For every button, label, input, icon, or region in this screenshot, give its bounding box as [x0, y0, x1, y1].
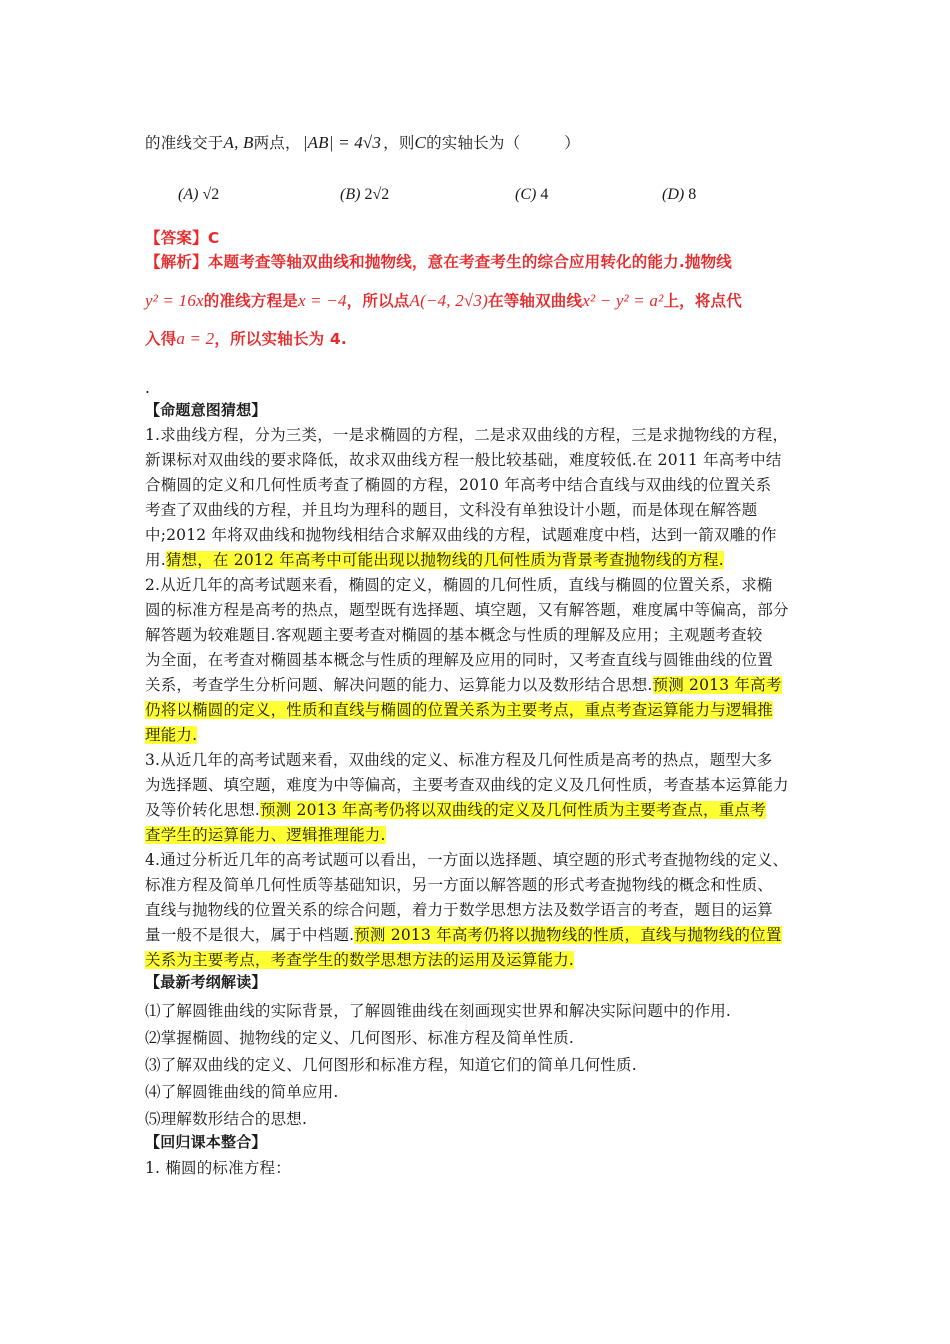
paragraph-line — [145, 723, 825, 748]
question-text: ，则 — [383, 134, 415, 152]
highlighted-prediction: 预测 2013 年高考 — [652, 676, 782, 694]
analysis-line-2: y² = 16x的准线方程是x = −4，所以点A(−4, 2√3)在等轴双曲线x² − y² = a²上，将点代 — [145, 291, 742, 310]
question-stem — [145, 130, 825, 156]
analysis-line-3: 入得a = 2，所以实轴长为 4. — [145, 329, 347, 348]
option-d: (D) 8 — [662, 186, 697, 203]
paragraph-line — [145, 823, 825, 848]
paragraph-line: 中;2012 年将双曲线和抛物线相结合求解双曲线的方程，试题难度中档，达到一箭双雕的作 — [145, 526, 777, 544]
analysis-line-1: 【解析】本题考查等轴双曲线和抛物线，意在考查考生的综合应用转化的能力.抛物线 — [145, 253, 733, 271]
list-item: ⑷了解圆锥曲线的简单应用. — [145, 1083, 339, 1101]
answer-line — [145, 226, 825, 251]
highlighted-prediction: 猜想，在 2012 年高考中可能出现以抛物线的几何性质为背景考查抛物线的方程. — [165, 551, 724, 569]
paragraph-line: 用.猜想，在 2012 年高考中可能出现以抛物线的几何性质为背景考查抛物线的方程. — [145, 551, 724, 569]
paragraph-line: 为全面，在考查对椭圆基本概念与性质的理解及应用的同时，又考查直线与圆锥曲线的位置 — [145, 651, 774, 669]
answer-value: C — [207, 229, 220, 247]
paragraph-line — [145, 698, 825, 723]
option-a: (A) √2 — [178, 186, 220, 203]
highlighted-prediction: 理能力. — [145, 726, 198, 744]
highlighted-prediction: 仍将以椭圆的定义，性质和直线与椭圆的位置关系为主要考点，重点考查运算能力与逻辑推 — [145, 701, 774, 719]
paragraph-line: 2.从近几年的高考试题来看，椭圆的定义，椭圆的几何性质，直线与椭圆的位置关系，求椭 — [145, 576, 773, 594]
question-text: 的实轴长为（ — [426, 134, 521, 152]
paragraph-line: 新课标对双曲线的要求降低，故求双曲线方程一般比较基础，难度较低.在 2011 年高考中结 — [145, 451, 782, 469]
highlighted-prediction: 预测 2013 年高考仍将以抛物线的性质，直线与抛物线的位置 — [354, 926, 782, 944]
highlighted-prediction: 关系为主要考点，考查学生的数学思想方法的运用及运算能力. — [145, 951, 575, 969]
abs-ab-expression: |AB| = 4√3 — [302, 133, 382, 152]
list-item: ⑵掌握椭圆、抛物线的定义、几何图形、标准方程及简单性质. — [145, 1029, 575, 1047]
paragraph-line: 量一般不是很大，属于中档题.预测 2013 年高考仍将以抛物线的性质，直线与抛物线的位置 — [145, 926, 782, 944]
analysis-tag: 【解析】 — [145, 253, 208, 271]
section-title-intent: 【命题意图猜想】 — [145, 401, 267, 419]
paragraph-line: 4.通过分析近几年的高考试题可以看出，一方面以选择题、填空题的形式考查抛物线的定义、 — [145, 851, 789, 869]
paragraph-line: 考查了双曲线的方程，并且均为理科的题目，文科没有单独设计小题，而是体现在解答题 — [145, 501, 758, 519]
question-text: 两点， — [253, 134, 301, 152]
paragraph-line: 及等价转化思想.预测 2013 年高考仍将以双曲线的定义及几何性质为主要考查点，重点考 — [145, 801, 766, 819]
points-ab: A, B — [223, 133, 254, 152]
list-item: 1. 椭圆的标准方程： — [145, 1159, 291, 1177]
answer-tag: 【答案】 — [145, 229, 208, 247]
list-item: ⑶了解双曲线的定义、几何图形和标准方程，知道它们的简单几何性质. — [145, 1056, 637, 1074]
paragraph-line: 圆的标准方程是高考的热点，题型既有选择题、填空题，又有解答题，难度属中等偏高，部分 — [145, 601, 789, 619]
paragraph-line: 直线与抛物线的位置关系的综合问题，着力于数学思想方法及数学语言的考查，题目的运算 — [145, 901, 774, 919]
curve-c: C — [414, 133, 427, 152]
option-b: (B) 2√2 — [340, 186, 390, 203]
paragraph-line: 标准方程及简单几何性质等基础知识，另一方面以解答题的形式考查抛物线的概念和性质、 — [145, 876, 774, 894]
paragraph-line: 合椭圆的定义和几何性质考查了椭圆的方程，2010 年高考中结合直线与双曲线的位置关系 — [145, 476, 772, 494]
section-title-syllabus: 【最新考纲解读】 — [145, 973, 267, 991]
paragraph-line: 3.从近几年的高考试题来看，双曲线的定义、标准方程及几何性质是高考的热点，题型大多 — [145, 751, 773, 769]
syllabus-list — [145, 998, 825, 1133]
section1-body — [145, 423, 825, 973]
paragraph-line: 1.求曲线方程，分为三类，一是求椭圆的方程，二是求双曲线的方程，三是求抛物线的方程， — [145, 426, 789, 444]
highlighted-prediction: 查学生的运算能力、逻辑推理能力. — [145, 826, 386, 844]
highlighted-prediction: 预测 2013 年高考仍将以双曲线的定义及几何性质为主要考查点，重点考 — [260, 801, 766, 819]
question-text: ） — [564, 134, 580, 152]
option-c: (C) 4 — [515, 186, 549, 203]
question-text: 的准线交于 — [145, 134, 224, 152]
paragraph-line: 关系，考查学生分析问题、解决问题的能力、运算能力以及数形结合思想.预测 2013 年高考 — [145, 676, 782, 694]
section-title-textbook: 【回归课本整合】 — [145, 1133, 267, 1151]
paragraph-line: 解答题为较难题目.客观题主要考查对椭圆的基本概念与性质的理解及应用；主观题考查较 — [145, 626, 763, 644]
list-item: ⑴了解圆锥曲线的实际背景，了解圆锥曲线在刻画现实世界和解决实际问题中的作用. — [145, 1002, 732, 1020]
stray-dot: . — [145, 379, 151, 397]
paragraph-line: 为选择题、填空题，难度为中等偏高，主要考查双曲线的定义及几何性质，考查基本运算能力 — [145, 776, 789, 794]
list-item: ⑸理解数形结合的思想. — [145, 1110, 308, 1128]
